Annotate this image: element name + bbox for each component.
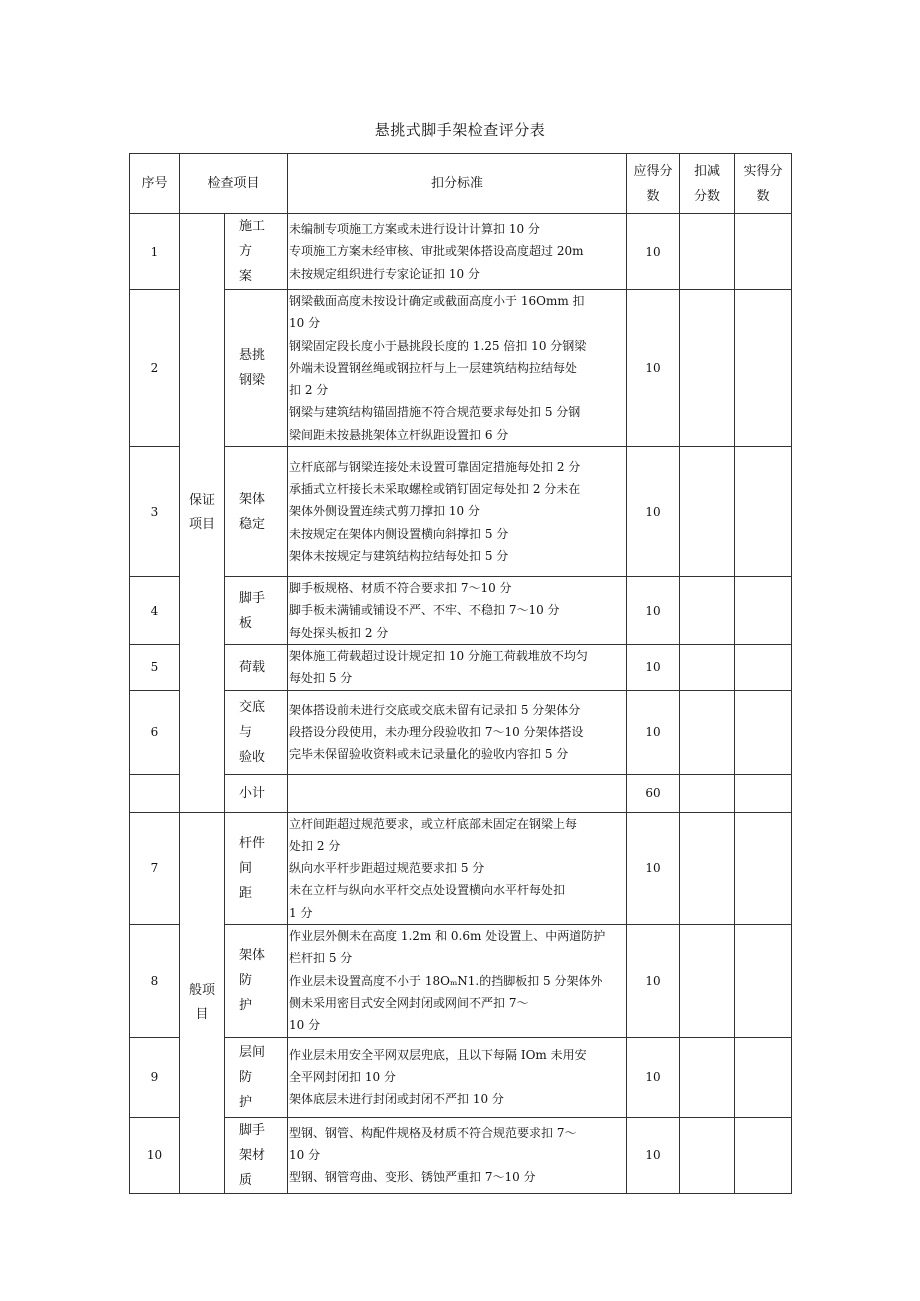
full-score: 10 — [627, 290, 680, 447]
header-full-score-line: 数 — [646, 188, 660, 204]
actual-score-cell[interactable] — [735, 1117, 792, 1193]
header-actual-line: 数 — [756, 188, 770, 204]
deduction-standard-line: 钢梁与建筑结构锚固措施不符合规范要求每处扣 5 分钢 — [289, 405, 581, 420]
deduction-standard-line: 架体搭设前未进行交底或交底未留有记录扣 5 分架体分 — [289, 702, 581, 717]
deduction-standard-line: 每处探头板扣 2 分 — [289, 625, 389, 640]
deduction-standard — [288, 644, 627, 690]
actual-score-cell[interactable] — [735, 214, 792, 290]
row-number: 6 — [130, 690, 180, 774]
check-item-line: 架体防 — [239, 948, 266, 989]
row-number: 3 — [130, 447, 180, 577]
table-row — [130, 214, 792, 290]
deducted-score-cell[interactable] — [680, 644, 735, 690]
group-label-line: 目 — [195, 1006, 209, 1022]
deduction-standard-line: 完毕未保留验收资料或未记录量化的验收内容扣 5 分 — [289, 747, 569, 762]
header-item: 检查项目 — [180, 154, 288, 214]
check-item-line: 施工方 — [239, 219, 266, 259]
check-item-line: 案 — [239, 269, 253, 284]
deduction-standard-line: 作业层未用安全平网双层兜底，且以下每隔 IOm 未用安 — [289, 1047, 587, 1062]
deducted-score-cell[interactable] — [680, 690, 735, 774]
check-item-line: 荷载 — [239, 659, 266, 675]
deduction-standard — [288, 447, 627, 577]
check-item-line: 护 — [239, 998, 253, 1014]
deduction-standard-line: 承插式立杆接长未采取螺栓或销钉固定每处扣 2 分未在 — [289, 482, 581, 497]
actual-score-cell[interactable] — [735, 690, 792, 774]
check-item-line: 交底与 — [239, 699, 266, 740]
deduction-standard-line: 段搭设分段使用，未办理分段验收扣 7～10 分架体搭设 — [289, 724, 584, 739]
deduction-standard — [288, 214, 627, 290]
deduction-standard — [288, 812, 627, 924]
deduction-standard-line: 脚手板未满铺或铺设不严、不牢、不稳扣 7～10 分 — [289, 603, 560, 618]
check-item-line: 层间防 — [239, 1044, 266, 1085]
deduction-standard-line: 每处扣 5 分 — [289, 671, 353, 686]
score-table-body — [130, 154, 792, 1194]
table-row — [130, 774, 792, 812]
deduction-standard-line: 处扣 2 分 — [289, 838, 341, 853]
deduction-standard — [288, 577, 627, 645]
deduction-standard-line: 架体外侧设置连续式剪刀撑扣 10 分 — [289, 504, 480, 519]
check-item-line: 稳定 — [239, 516, 266, 532]
deduction-standard-line: 架体底层未进行封闭或封闭不严扣 10 分 — [289, 1092, 504, 1107]
full-score: 10 — [627, 690, 680, 774]
actual-score-cell[interactable] — [735, 925, 792, 1037]
deduction-standard-line: 钢梁截面高度未按设计确定或截面高度小于 16Omm 扣 — [289, 294, 585, 308]
check-item-line: 质 — [239, 1172, 253, 1188]
row-number: 9 — [130, 1037, 180, 1117]
check-item-line: 架体 — [239, 491, 266, 507]
deducted-score-cell[interactable] — [680, 214, 735, 290]
header-deduct-line: 扣减 — [694, 163, 721, 179]
full-score: 10 — [627, 1037, 680, 1117]
deducted-score-cell[interactable] — [680, 1037, 735, 1117]
check-item — [225, 290, 288, 447]
check-item-line: 小计 — [239, 785, 266, 801]
deducted-score-cell[interactable] — [680, 1117, 735, 1193]
row-number: 4 — [130, 577, 180, 645]
check-item — [225, 812, 288, 924]
deduction-standard-line: 型钢、钢管弯曲、变形、锈蚀严重扣 7～10 分 — [289, 1170, 536, 1185]
group-label-general — [180, 812, 225, 1193]
check-item-line: 悬挑 — [239, 348, 266, 364]
page-title: 悬挑式脚手架检查评分表 — [374, 121, 546, 139]
actual-score-cell[interactable] — [735, 774, 792, 812]
full-score: 60 — [627, 774, 680, 812]
check-item — [225, 1117, 288, 1193]
check-item — [225, 577, 288, 645]
group-label-guaranteed — [180, 214, 225, 813]
deduction-standard-line: 侧未采用密目式安全网封闭或网间不严扣 7～ — [289, 995, 529, 1010]
header-full-score-line: 应得分 — [633, 163, 673, 179]
deducted-score-cell[interactable] — [680, 290, 735, 447]
deducted-score-cell[interactable] — [680, 812, 735, 924]
check-item-line: 验收 — [239, 749, 266, 765]
full-score: 10 — [627, 214, 680, 290]
deducted-score-cell[interactable] — [680, 774, 735, 812]
deduction-standard-line: 纵向水平杆步距超过规范要求扣 5 分 — [289, 861, 485, 876]
deducted-score-cell[interactable] — [680, 447, 735, 577]
check-item — [225, 1037, 288, 1117]
full-score: 10 — [627, 577, 680, 645]
full-score: 10 — [627, 447, 680, 577]
table-row — [130, 577, 792, 645]
deduction-standard — [288, 774, 627, 812]
deducted-score-cell[interactable] — [680, 577, 735, 645]
header-actual — [735, 154, 792, 214]
deduction-standard-line: 作业层未设置高度不小于 18OₘN1.的挡脚板扣 5 分架体外 — [289, 973, 603, 988]
check-item — [225, 447, 288, 577]
deduction-standard — [288, 290, 627, 447]
deduction-standard-line: 未按规定组织进行专家论证扣 10 分 — [289, 266, 480, 281]
deduction-standard-line: 扣 2 分 — [289, 383, 329, 398]
row-number: 1 — [130, 214, 180, 290]
header-row — [130, 154, 792, 214]
deduction-standard-line: 10 分 — [289, 1147, 321, 1162]
row-number — [130, 774, 180, 812]
deduction-standard-line: 专项施工方案未经审核、审批或架体搭设高度超过 20m — [289, 244, 584, 259]
deduction-standard-line: 10 分 — [289, 316, 321, 331]
actual-score-cell[interactable] — [735, 577, 792, 645]
table-row — [130, 1117, 792, 1193]
header-deduct — [680, 154, 735, 214]
deduction-standard-line: 钢梁固定段长度小于悬挑段长度的 1.25 倍扣 10 分钢梁 — [289, 338, 587, 353]
actual-score-cell[interactable] — [735, 812, 792, 924]
score-table — [129, 153, 792, 1194]
check-item-line: 距 — [239, 885, 253, 901]
table-row — [130, 447, 792, 577]
row-number: 2 — [130, 290, 180, 447]
full-score: 10 — [627, 812, 680, 924]
deduction-standard — [288, 1037, 627, 1117]
check-item — [225, 214, 288, 290]
check-item-line: 杆件间 — [239, 835, 266, 876]
check-item — [225, 774, 288, 812]
row-number: 8 — [130, 925, 180, 1037]
deduction-standard-line: 梁间距未按悬挑架体立杆纵距设置扣 6 分 — [289, 427, 509, 442]
deduction-standard-line: 作业层外侧未在高度 1.2m 和 0.6m 处设置上、中两道防护 — [289, 929, 606, 944]
full-score: 10 — [627, 925, 680, 1037]
header-standard: 扣分标准 — [288, 154, 627, 214]
row-number: 7 — [130, 812, 180, 924]
deduction-standard-line: 1 分 — [289, 905, 313, 920]
group-label-line: 般项 — [188, 982, 215, 998]
row-number: 5 — [130, 644, 180, 690]
deduction-standard-line: 未在立杆与纵向水平杆交点处设置横向水平杆每处扣 — [289, 883, 566, 898]
group-label-line: 保证 — [188, 492, 215, 508]
deduction-standard — [288, 1117, 627, 1193]
deduction-standard-line: 脚手板规格、材质不符合要求扣 7～10 分 — [289, 581, 512, 596]
header-deduct-line: 分数 — [694, 188, 721, 204]
full-score: 10 — [627, 1117, 680, 1193]
header-full-score — [627, 154, 680, 214]
deduction-standard — [288, 925, 627, 1037]
check-item — [225, 644, 288, 690]
check-item — [225, 925, 288, 1037]
check-item-line: 脚手架材 — [239, 1122, 266, 1163]
table-row — [130, 1037, 792, 1117]
deduction-standard-line: 未按规定在架体内侧设置横向斜撑扣 5 分 — [289, 526, 509, 541]
header-actual-line: 实得分 — [743, 163, 783, 179]
group-label-line: 项目 — [188, 516, 215, 532]
check-item-line: 钢梁 — [239, 373, 266, 389]
table-row — [130, 290, 792, 447]
full-score: 10 — [627, 644, 680, 690]
table-row — [130, 644, 792, 690]
actual-score-cell[interactable] — [735, 644, 792, 690]
actual-score-cell[interactable] — [735, 1037, 792, 1117]
deduction-standard-line: 型钢、钢管、构配件规格及材质不符合规范要求扣 7～ — [289, 1125, 577, 1140]
row-number: 10 — [130, 1117, 180, 1193]
deduction-standard-line: 栏杆扣 5 分 — [289, 951, 353, 966]
header-no: 序号 — [130, 154, 180, 214]
table-row — [130, 925, 792, 1037]
deduction-standard — [288, 690, 627, 774]
deduction-standard-line: 全平网封闭扣 10 分 — [289, 1069, 396, 1084]
table-row — [130, 812, 792, 924]
deduction-standard-line: 外端未设置钢丝绳或钢拉杆与上一层建筑结构拉结每处 — [289, 360, 578, 375]
deduction-standard-line: 立杆底部与钢梁连接处未设置可靠固定措施每处扣 2 分 — [289, 459, 581, 474]
deducted-score-cell[interactable] — [680, 925, 735, 1037]
check-item-line: 脚手板 — [239, 590, 266, 631]
deduction-standard-line: 10 分 — [289, 1018, 321, 1033]
actual-score-cell[interactable] — [735, 290, 792, 447]
table-row — [130, 690, 792, 774]
deduction-standard-line: 架体未按规定与建筑结构拉结每处扣 5 分 — [289, 549, 509, 564]
deduction-standard-line: 架体施工荷载超过设计规定扣 10 分施工荷载堆放不均匀 — [289, 648, 588, 663]
deduction-standard-line: 立杆间距超过规范要求，或立杆底部未固定在钢梁上每 — [289, 816, 578, 831]
check-item-line: 护 — [239, 1094, 253, 1110]
deduction-standard-line: 未编制专项施工方案或未进行设计计算扣 10 分 — [289, 222, 540, 237]
check-item — [225, 690, 288, 774]
actual-score-cell[interactable] — [735, 447, 792, 577]
